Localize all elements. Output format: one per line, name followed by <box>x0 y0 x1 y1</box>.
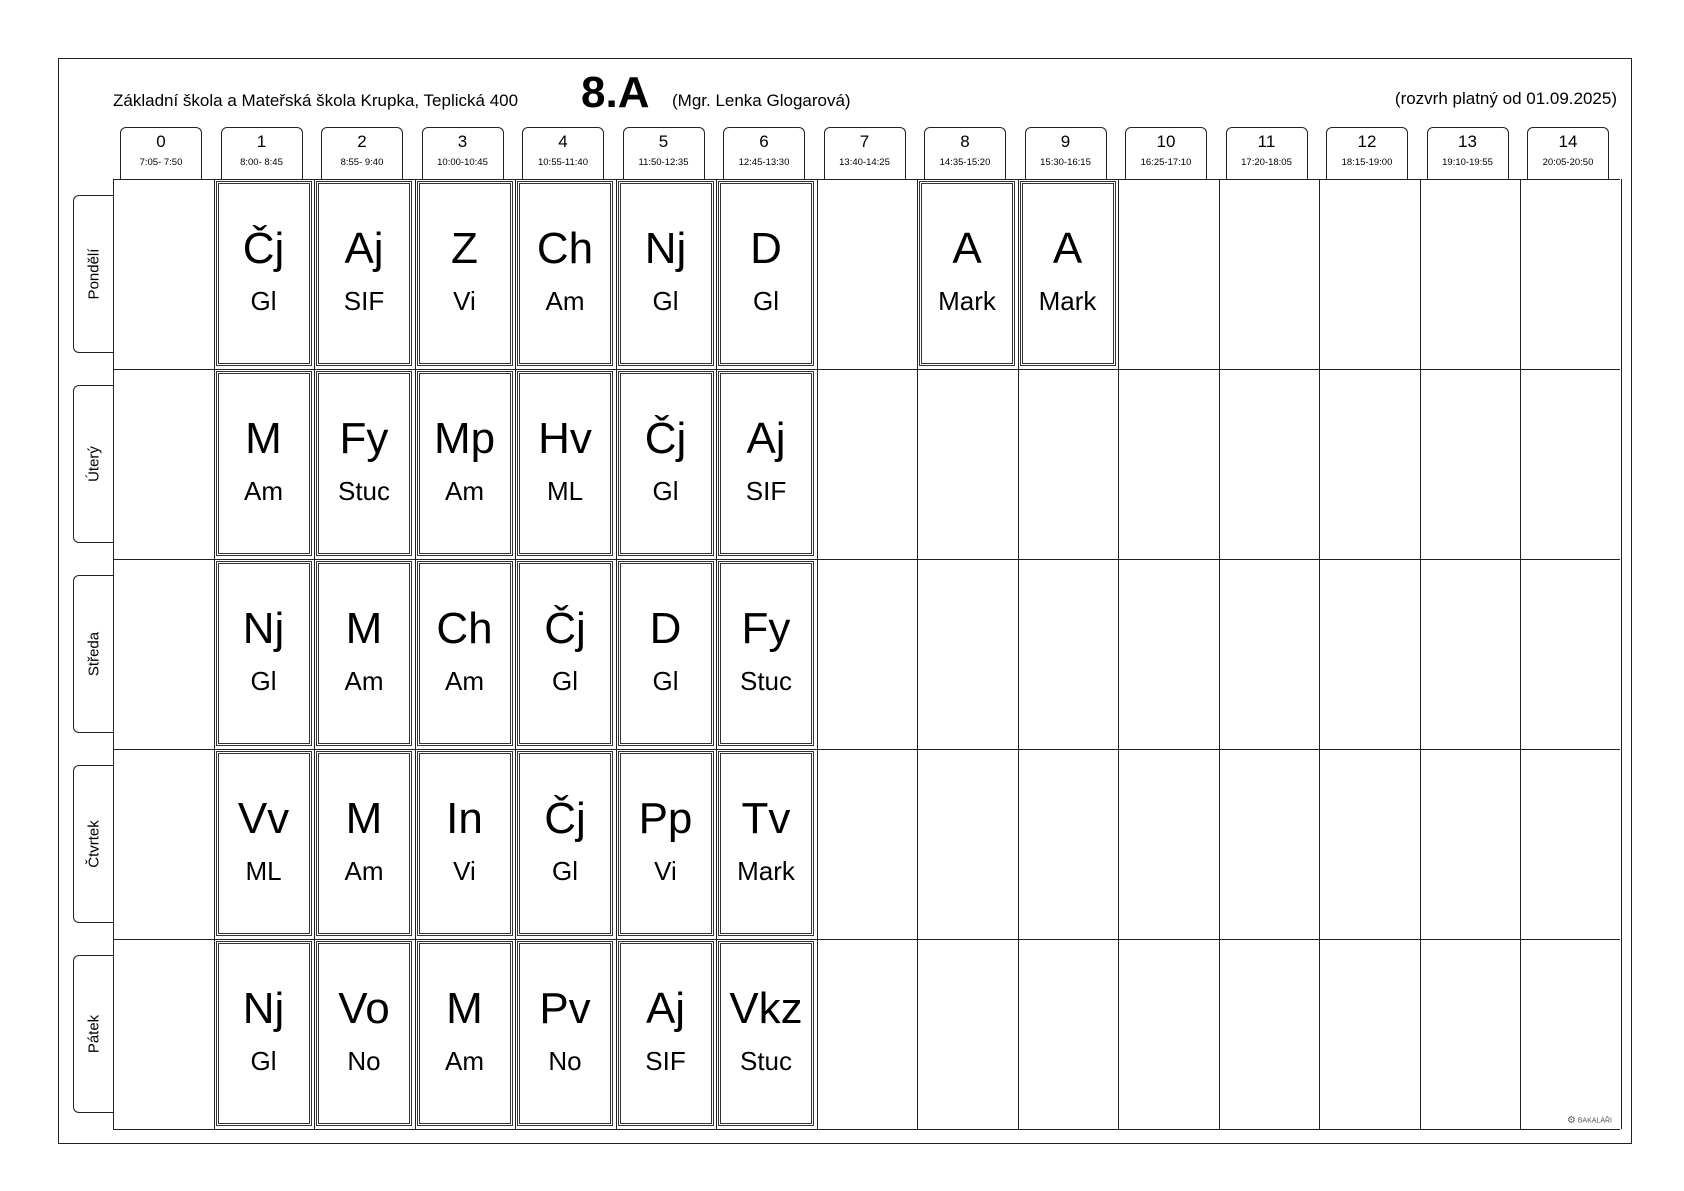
day-name: Pátek <box>85 1014 102 1054</box>
period-number: 8 <box>960 132 970 151</box>
class-teacher: (Mgr. Lenka Glogarová) <box>672 91 851 110</box>
lesson-subject: A <box>952 224 982 273</box>
lesson-subject: A <box>1052 224 1083 273</box>
lesson-subject: Z <box>451 224 478 273</box>
lesson-cell[interactable] <box>517 751 613 936</box>
day-label-0 <box>73 195 113 353</box>
lesson-teacher: Am <box>545 286 585 316</box>
grid-row-line <box>113 1129 1620 1130</box>
lesson-teacher: Am <box>445 1046 484 1076</box>
day-label-2 <box>73 575 113 733</box>
lesson-subject: D <box>649 604 682 653</box>
period-time: 17:20-18:05 <box>1241 157 1292 168</box>
lesson-subject: M <box>245 414 282 463</box>
lesson-cell[interactable] <box>417 751 513 936</box>
period-header-1 <box>221 127 303 179</box>
lesson-teacher: ML <box>546 476 584 506</box>
period-number: 12 <box>1357 132 1377 151</box>
period-header-13 <box>1427 127 1509 179</box>
grid-column-line <box>214 179 215 1129</box>
period-time: 14:35-15:20 <box>939 157 991 168</box>
lesson-teacher: Mark <box>938 286 996 316</box>
lesson-subject: Pp <box>638 794 693 843</box>
period-time: 8:00- 8:45 <box>240 157 283 168</box>
period-header-3 <box>422 127 504 179</box>
lesson-cell[interactable] <box>517 371 613 556</box>
period-number: 4 <box>558 132 568 151</box>
period-header-5 <box>623 127 705 179</box>
period-number: 2 <box>357 132 367 151</box>
day-label-3 <box>73 765 113 923</box>
lesson-cell[interactable] <box>216 371 312 556</box>
lesson-teacher: Vi <box>654 856 677 886</box>
period-number: 3 <box>457 132 468 151</box>
valid-from: (rozvrh platný od 01.09.2025) <box>1394 89 1617 108</box>
lesson-cell[interactable] <box>316 941 412 1126</box>
lesson-subject: Ch <box>536 224 594 273</box>
lesson-subject: Nj <box>242 984 285 1033</box>
lesson-cell[interactable] <box>216 181 312 366</box>
grid-column-line <box>1420 179 1421 1129</box>
grid-column-line <box>1621 179 1622 1129</box>
lesson-subject: Čj <box>544 604 586 653</box>
lesson-cell[interactable] <box>919 181 1015 366</box>
period-time: 19:10-19:55 <box>1442 157 1493 168</box>
lesson-teacher: Mark <box>1038 286 1097 316</box>
lesson-subject: M <box>446 984 483 1033</box>
lesson-subject: In <box>446 794 483 843</box>
lesson-cell[interactable] <box>517 561 613 746</box>
period-number: 0 <box>156 132 166 151</box>
lesson-teacher: Stuc <box>739 1046 793 1076</box>
lesson-cell[interactable] <box>517 181 613 366</box>
lesson-teacher: Am <box>244 476 283 506</box>
lesson-teacher: Am <box>445 666 484 696</box>
period-time: 10:55-11:40 <box>537 157 588 168</box>
lesson-cell[interactable] <box>718 181 814 366</box>
lesson-cell[interactable] <box>718 561 814 746</box>
lesson-cell[interactable] <box>417 181 513 366</box>
lesson-cell[interactable] <box>618 371 714 556</box>
grid-column-line <box>1319 179 1320 1129</box>
gear-icon: ⚙ <box>1566 1115 1576 1126</box>
period-header-6 <box>723 127 805 179</box>
grid-column-line <box>716 179 717 1129</box>
lesson-subject: Tv <box>741 794 791 843</box>
period-time: 12:45-13:30 <box>738 157 790 168</box>
period-time: 16:25-17:10 <box>1140 157 1192 168</box>
lesson-cell[interactable] <box>216 941 312 1126</box>
lesson-subject: Vv <box>237 794 290 843</box>
lesson-subject: Aj <box>645 984 686 1033</box>
lesson-cell[interactable] <box>417 561 513 746</box>
grid-column-line <box>515 179 516 1129</box>
day-name: Středa <box>85 631 102 677</box>
grid-column-line <box>1219 179 1220 1129</box>
day-name: Úterý <box>85 446 102 482</box>
bakalari-logo <box>1567 1115 1612 1126</box>
period-header-8 <box>924 127 1006 179</box>
period-header-0 <box>120 127 202 179</box>
period-time: 11:50-12:35 <box>638 157 689 168</box>
lesson-teacher: Gl <box>552 666 578 696</box>
lesson-subject: Čj <box>544 794 586 843</box>
lesson-subject: Nj <box>644 224 687 273</box>
period-header-10 <box>1125 127 1207 179</box>
lesson-subject: Fy <box>339 414 389 463</box>
lesson-teacher: No <box>548 1046 582 1076</box>
period-header-9 <box>1025 127 1107 179</box>
lesson-teacher: No <box>347 1046 381 1076</box>
period-time: 18:15-19:00 <box>1341 157 1393 168</box>
period-number: 10 <box>1156 132 1176 151</box>
lesson-teacher: Mark <box>737 856 795 886</box>
lesson-cell[interactable] <box>316 561 412 746</box>
lesson-teacher: SIF <box>645 1046 686 1076</box>
school-name: Základní škola a Mateřská škola Krupka, Teplická 400 <box>113 91 519 110</box>
period-time: 20:05-20:50 <box>1542 157 1594 168</box>
period-number: 5 <box>658 132 669 151</box>
grid-column-line <box>113 179 114 1129</box>
lesson-teacher: Gl <box>753 286 779 316</box>
period-number: 13 <box>1458 132 1477 151</box>
lesson-cell[interactable] <box>417 941 513 1126</box>
lesson-teacher: Am <box>445 476 484 506</box>
lesson-subject: Pv <box>539 984 591 1033</box>
period-number: 14 <box>1558 132 1578 151</box>
lesson-teacher: Vi <box>453 286 476 316</box>
grid-column-line <box>314 179 315 1129</box>
period-number: 7 <box>859 132 870 151</box>
lesson-cell[interactable] <box>618 561 714 746</box>
lesson-cell[interactable] <box>618 751 714 936</box>
period-time: 15:30-16:15 <box>1040 157 1091 168</box>
period-time: 8:55- 9:40 <box>340 157 384 168</box>
lesson-cell[interactable] <box>517 941 613 1126</box>
lesson-teacher: SIF <box>745 476 787 506</box>
period-number: 11 <box>1257 132 1276 151</box>
period-number: 9 <box>1060 132 1071 151</box>
day-name: Pondělí <box>85 248 102 300</box>
grid-column-line <box>917 179 918 1129</box>
day-label-4 <box>73 955 113 1113</box>
grid-column-line <box>1018 179 1019 1129</box>
grid-column-line <box>1118 179 1119 1129</box>
period-time: 13:40-14:25 <box>839 157 890 168</box>
grid-column-line <box>415 179 416 1129</box>
lesson-subject: Vkz <box>729 984 803 1033</box>
lesson-subject: Ch <box>436 604 493 653</box>
lesson-teacher: Gl <box>552 856 578 886</box>
lesson-subject: D <box>750 224 782 273</box>
lesson-teacher: Gl <box>652 666 679 696</box>
grid-row-line <box>113 179 1620 180</box>
period-header-11 <box>1226 127 1308 179</box>
lesson-teacher: Am <box>344 666 384 696</box>
period-header-12 <box>1326 127 1408 179</box>
period-header-14 <box>1527 127 1609 179</box>
period-number: 6 <box>759 132 769 151</box>
period-time: 7:05- 7:50 <box>139 157 183 168</box>
lesson-subject: Fy <box>741 604 791 653</box>
lesson-cell[interactable] <box>718 941 814 1126</box>
lesson-teacher: Am <box>344 856 384 886</box>
period-header-7 <box>824 127 906 179</box>
lesson-teacher: Vi <box>453 856 476 886</box>
lesson-cell[interactable] <box>316 751 412 936</box>
lesson-teacher: Stuc <box>337 476 391 506</box>
period-header-4 <box>522 127 604 179</box>
lesson-subject: Vo <box>338 984 390 1033</box>
day-label-1 <box>73 385 113 543</box>
grid-row-line <box>113 749 1620 750</box>
lesson-teacher: Gl <box>652 286 679 316</box>
lesson-cell[interactable] <box>618 181 714 366</box>
grid-column-line <box>616 179 617 1129</box>
lesson-teacher: Gl <box>250 666 277 696</box>
lesson-cell[interactable] <box>718 371 814 556</box>
lesson-subject: Aj <box>344 224 384 273</box>
grid-row-line <box>113 939 1620 940</box>
lesson-teacher: ML <box>245 856 282 886</box>
day-name: Čtvrtek <box>85 820 102 868</box>
lesson-subject: M <box>345 794 383 843</box>
lesson-subject: Čj <box>242 224 285 273</box>
class-name: 8.A <box>581 68 650 117</box>
logo-text: BAKALÁŘI <box>1577 1117 1612 1125</box>
lesson-cell[interactable] <box>1020 181 1116 366</box>
grid-column-line <box>817 179 818 1129</box>
grid-row-line <box>113 559 1620 560</box>
lesson-teacher: Gl <box>250 286 277 316</box>
lesson-teacher: Gl <box>250 1046 277 1076</box>
period-number: 1 <box>256 132 267 151</box>
lesson-cell[interactable] <box>718 751 814 936</box>
lesson-cell[interactable] <box>216 561 312 746</box>
lesson-cell[interactable] <box>316 181 412 366</box>
lesson-teacher: SIF <box>343 286 385 316</box>
lesson-cell[interactable] <box>618 941 714 1126</box>
lesson-subject: Aj <box>746 414 786 463</box>
lesson-cell[interactable] <box>216 751 312 936</box>
period-header-2 <box>321 127 403 179</box>
grid-row-line <box>113 369 1620 370</box>
period-time: 10:00-10:45 <box>437 157 488 168</box>
lesson-subject: M <box>345 604 383 653</box>
lesson-cell[interactable] <box>417 371 513 556</box>
lesson-subject: Čj <box>644 414 687 463</box>
lesson-subject: Mp <box>433 414 496 463</box>
grid-column-line <box>1520 179 1521 1129</box>
lesson-cell[interactable] <box>316 371 412 556</box>
lesson-teacher: Stuc <box>739 666 793 696</box>
lesson-subject: Hv <box>538 414 592 463</box>
lesson-subject: Nj <box>242 604 285 653</box>
lesson-teacher: Gl <box>652 476 679 506</box>
